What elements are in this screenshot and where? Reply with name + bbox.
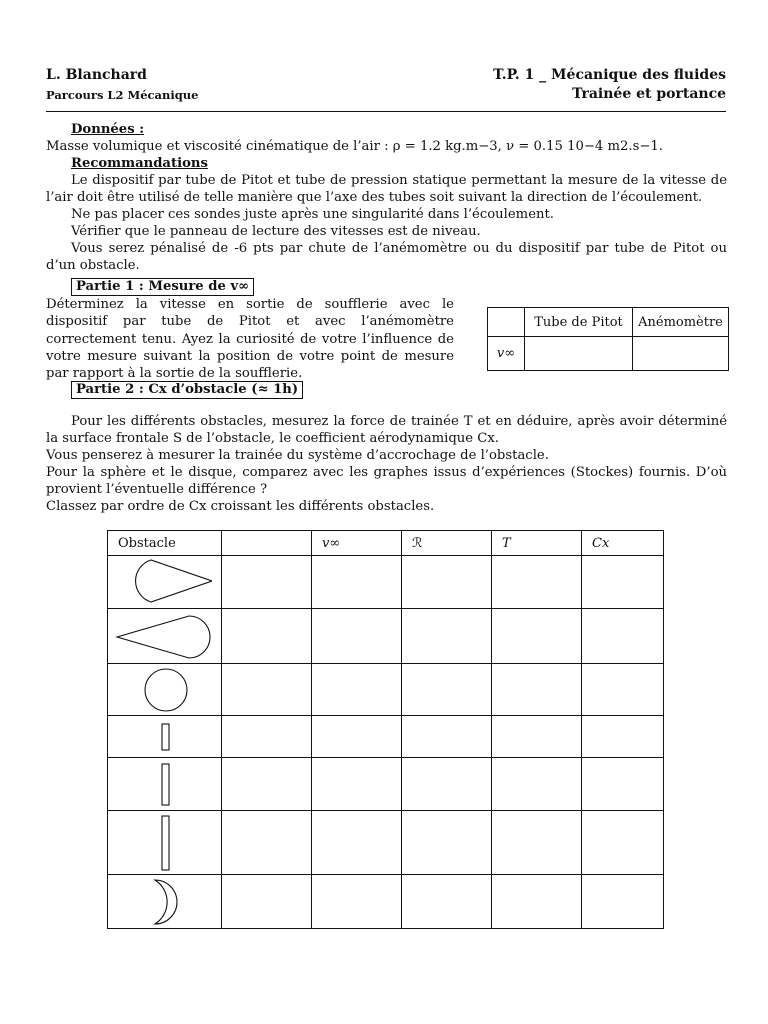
value-cell[interactable]	[492, 664, 582, 716]
header-rule	[46, 111, 726, 112]
value-cell[interactable]	[402, 664, 492, 716]
table-row	[108, 875, 664, 929]
value-cell[interactable]	[402, 875, 492, 929]
table-row	[108, 609, 664, 664]
pitot-table	[487, 307, 729, 371]
recommandation-4: Vous serez pénalisé de -6 pts par chute de l’anémomètre ou du dispositif par tube de Pitot ou d’un obstacle.	[46, 241, 727, 273]
donnees-text: Masse volumique et viscosité cinématique de l’air : ρ = 1.2 kg.m−3, ν = 0.15 10−4 m2.s−1.	[46, 139, 663, 154]
table-row	[108, 556, 664, 609]
partie2-heading-box	[71, 381, 303, 399]
tp-subtitle: Trainée et portance	[572, 86, 726, 102]
crescent-icon	[109, 877, 212, 927]
partie2-p4: Classez par ordre de Cx croissant les différents obstacles.	[46, 499, 435, 514]
value-cell[interactable]	[312, 811, 402, 875]
partie2-section	[46, 413, 727, 515]
teardrop-pointing-left-icon	[109, 611, 212, 661]
partie1-heading-box	[71, 278, 254, 296]
pitot-col-header: Tube de Pitot	[525, 308, 633, 337]
header-v-infinity: v∞	[312, 531, 402, 556]
value-cell[interactable]	[582, 716, 664, 758]
value-cell[interactable]	[492, 811, 582, 875]
recommandation-2: Ne pas placer ces sondes juste après une singularité dans l’écoulement.	[71, 207, 554, 222]
header-obstacle: Obstacle	[108, 531, 222, 556]
donnees-section	[46, 121, 727, 274]
long-plate-icon	[109, 813, 212, 873]
obstacle-cell	[108, 758, 222, 811]
header-reynolds: ℛ	[402, 531, 492, 556]
partie2-p3: Pour la sphère et le disque, comparez avec les graphes issus d’expériences (Stockes) fournis. D’où provient l’éventuelle différence ?	[46, 465, 727, 497]
value-cell[interactable]	[492, 609, 582, 664]
value-cell[interactable]	[582, 875, 664, 929]
teardrop-pointing-right-icon	[109, 557, 212, 607]
value-cell[interactable]	[492, 875, 582, 929]
table-row	[108, 716, 664, 758]
value-cell[interactable]	[402, 758, 492, 811]
medium-plate-icon	[109, 760, 212, 808]
partie2-p1: Pour les différents obstacles, mesurez la force de trainée T et en déduire, après avoir déterminé la surface frontale S de l’obstacle, le coefficient aérodynamique Cx.	[46, 414, 727, 446]
value-cell[interactable]	[222, 609, 312, 664]
table-row	[108, 811, 664, 875]
value-cell[interactable]	[492, 716, 582, 758]
value-cell[interactable]	[402, 556, 492, 609]
value-cell[interactable]	[402, 716, 492, 758]
obstacle-cell	[108, 664, 222, 716]
partie1-text: Déterminez la vitesse en sortie de soufflerie avec le dispositif par tube de Pitot et avec l’anémomètre correctement tenu. Ayez la curiosité de votre l’influence de votre mesure suivant la position de votre point de mesure par rapport à la sortie de la soufflerie.	[46, 297, 454, 382]
value-cell[interactable]	[582, 758, 664, 811]
partie1-title: Partie 1 : Mesure de v∞	[71, 278, 254, 296]
anemometre-value-cell[interactable]	[633, 337, 729, 371]
course-name: Parcours L2 Mécanique	[46, 88, 199, 102]
header-blank	[222, 531, 312, 556]
value-cell[interactable]	[402, 811, 492, 875]
value-cell[interactable]	[222, 811, 312, 875]
obstacle-cell	[108, 875, 222, 929]
recommandations-title: Recommandations	[71, 156, 208, 171]
value-cell[interactable]	[312, 758, 402, 811]
partie2-p2: Vous penserez à mesurer la trainée du système d’accrochage de l’obstacle.	[46, 448, 549, 463]
value-cell[interactable]	[312, 609, 402, 664]
partie2-title: Partie 2 : Cx d’obstacle (≈ 1h)	[71, 381, 303, 399]
tp-title: T.P. 1 _ Mécanique des fluides	[493, 67, 726, 83]
value-cell[interactable]	[222, 875, 312, 929]
obstacle-cell	[108, 609, 222, 664]
value-cell[interactable]	[312, 716, 402, 758]
short-plate-icon	[109, 718, 212, 756]
recommandation-3: Vérifier que le panneau de lecture des vitesses est de niveau.	[71, 224, 481, 239]
author-name: L. Blanchard	[46, 67, 147, 83]
pitot-table-corner	[488, 308, 525, 337]
value-cell[interactable]	[582, 556, 664, 609]
obstacle-table	[107, 530, 664, 929]
value-cell[interactable]	[222, 716, 312, 758]
value-cell[interactable]	[582, 811, 664, 875]
value-cell[interactable]	[492, 758, 582, 811]
pitot-value-cell[interactable]	[525, 337, 633, 371]
donnees-title: Données :	[71, 122, 145, 137]
table-row	[108, 758, 664, 811]
value-cell[interactable]	[222, 556, 312, 609]
anemometre-col-header: Anémomètre	[633, 308, 729, 337]
value-cell[interactable]	[582, 609, 664, 664]
obstacle-cell	[108, 716, 222, 758]
recommandation-1: Le dispositif par tube de Pitot et tube de pression statique permettant la mesure de la vitesse de l’air doit être utilisé de telle manière que l’axe des tubes soit suivant la direction de l’écoulement.	[46, 173, 727, 205]
circle-icon	[109, 666, 212, 714]
value-cell[interactable]	[312, 556, 402, 609]
obstacle-cell	[108, 811, 222, 875]
value-cell[interactable]	[312, 664, 402, 716]
table-row	[108, 664, 664, 716]
value-cell[interactable]	[222, 758, 312, 811]
header-drag-force: T	[492, 531, 582, 556]
value-cell[interactable]	[222, 664, 312, 716]
value-cell[interactable]	[582, 664, 664, 716]
header-cx: Cx	[582, 531, 664, 556]
value-cell[interactable]	[492, 556, 582, 609]
value-cell[interactable]	[402, 609, 492, 664]
obstacle-cell	[108, 556, 222, 609]
v-infinity-row-label: v∞	[488, 337, 525, 371]
value-cell[interactable]	[312, 875, 402, 929]
obstacle-table-header	[108, 531, 664, 556]
